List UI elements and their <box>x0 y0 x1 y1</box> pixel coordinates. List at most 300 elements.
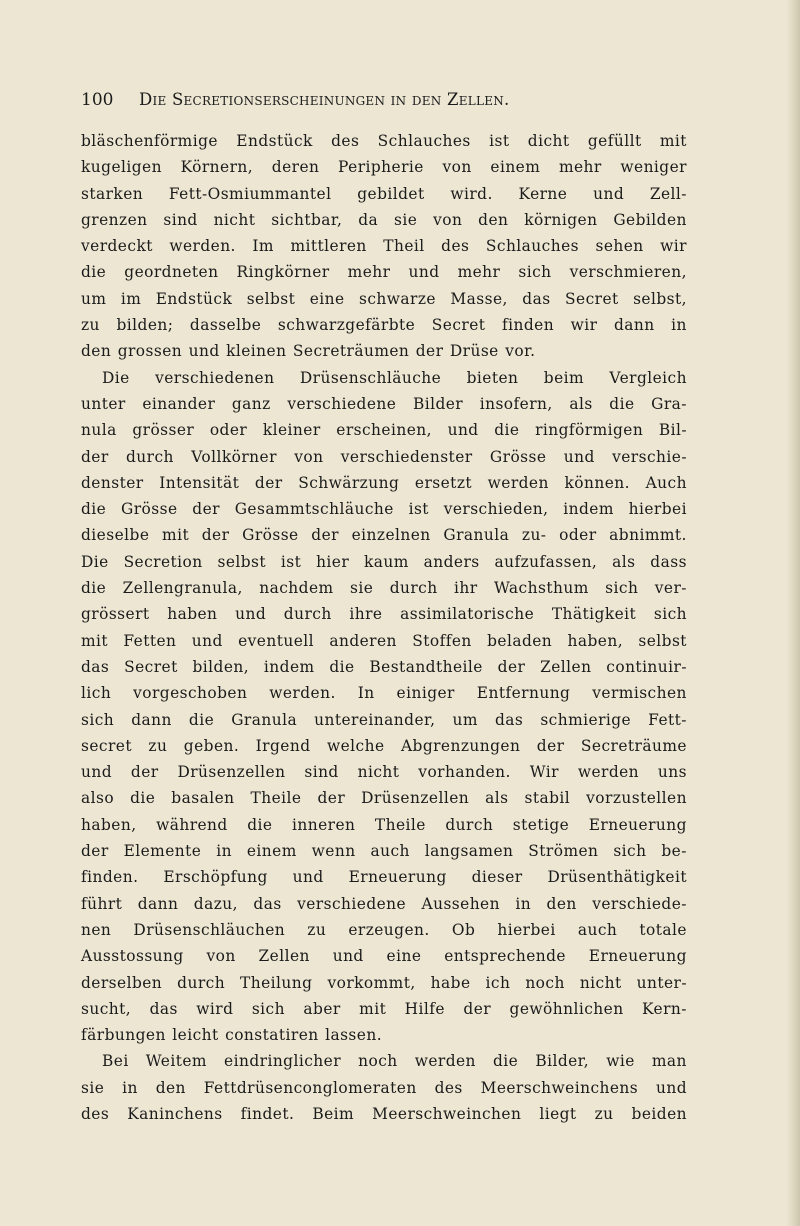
word: und <box>447 421 479 440</box>
word: von <box>442 158 472 177</box>
word: Gesammtschläuche <box>234 500 394 519</box>
word: welche <box>326 736 385 755</box>
word: Kern- <box>642 999 687 1018</box>
word: verschiedene <box>297 894 407 913</box>
word: und <box>81 763 113 782</box>
word: werden <box>577 763 640 782</box>
word: Endstück <box>155 289 233 308</box>
word: Auch <box>645 473 687 492</box>
word: uns <box>657 763 687 782</box>
word: das <box>149 999 178 1018</box>
text-line <box>81 733 687 759</box>
text-line <box>81 181 687 207</box>
word: schmierige <box>540 710 632 729</box>
word: Endstück <box>236 132 313 150</box>
word: Drüse <box>449 342 499 361</box>
word: verschieden, <box>443 500 549 519</box>
word: kugeligen <box>81 158 162 177</box>
word: die <box>247 815 273 834</box>
word: grossen <box>117 342 183 361</box>
word: mehr <box>558 158 602 177</box>
word: sie <box>393 210 418 229</box>
text-line <box>81 680 687 706</box>
word: Ringkörner <box>236 263 330 282</box>
word: der <box>201 526 230 545</box>
word: sich <box>81 710 115 729</box>
word: der <box>311 526 339 545</box>
word: Bei <box>102 1052 129 1071</box>
word: durch <box>445 815 494 834</box>
word: basalen <box>171 789 235 808</box>
word: Ob <box>451 920 476 939</box>
text-line <box>81 365 687 391</box>
text-line <box>81 233 687 259</box>
word: nicht <box>357 763 400 782</box>
word: mit <box>359 999 387 1018</box>
word: Zellen <box>540 657 592 676</box>
text-line <box>81 812 687 838</box>
text-line <box>81 1048 687 1074</box>
word: Die <box>102 368 130 387</box>
text-line <box>81 312 687 338</box>
text-line <box>81 207 687 233</box>
word: sich <box>251 999 285 1018</box>
word: mittleren <box>290 237 367 256</box>
word: oder <box>559 526 597 545</box>
text-line <box>81 838 687 864</box>
word: Weitem <box>145 1052 207 1071</box>
word: Bilder <box>412 394 464 413</box>
word: wie <box>606 1052 635 1071</box>
word: Granula <box>443 526 510 545</box>
word: nen <box>81 920 112 939</box>
text-line <box>81 996 687 1022</box>
word: verschiede- <box>592 894 687 913</box>
word: dass <box>650 552 687 571</box>
word: der <box>130 763 159 782</box>
word: vorkommt, <box>327 973 416 992</box>
word: selbst <box>217 552 267 571</box>
word: Fettdrüsenconglomeraten <box>203 1078 417 1097</box>
word: grössert <box>81 605 150 624</box>
word: mit <box>659 132 687 150</box>
word: werden <box>414 1052 476 1071</box>
book-page <box>81 86 687 1127</box>
word: oder <box>209 421 248 440</box>
page-edge-shadow <box>786 0 800 1226</box>
word: Theile <box>250 789 302 808</box>
word: grenzen <box>81 210 148 229</box>
word: bilden, <box>192 657 250 676</box>
word: indem <box>263 657 315 676</box>
word: aufzufassen, <box>494 552 598 571</box>
word: Erneuerung <box>348 868 447 887</box>
word: der <box>81 842 109 861</box>
word: Kaninchens <box>127 1104 223 1123</box>
word: zu <box>594 1104 614 1123</box>
text-line <box>81 549 687 575</box>
word: Bil- <box>658 421 687 440</box>
word: aber <box>303 999 341 1018</box>
word: findet. <box>240 1104 295 1123</box>
word: den <box>155 1078 186 1097</box>
word: werden. <box>269 684 336 703</box>
word: ganz <box>231 394 271 413</box>
word: den <box>478 210 509 229</box>
word: Vergleich <box>609 368 687 387</box>
word: Körnern, <box>180 158 254 177</box>
running-head <box>81 86 687 116</box>
word: sich <box>518 263 552 282</box>
word: be- <box>661 842 687 861</box>
word: man <box>651 1052 687 1071</box>
word: der <box>254 473 283 492</box>
word: Hilfe <box>404 999 445 1018</box>
word: wir <box>570 316 598 335</box>
word: anderen <box>329 631 397 650</box>
word: als <box>569 394 593 413</box>
word: um <box>452 710 478 729</box>
word: habe <box>430 973 471 992</box>
text-line <box>81 1101 687 1127</box>
word: durch <box>177 973 226 992</box>
word: stabil <box>524 789 571 808</box>
word: totale <box>639 920 687 939</box>
word: und <box>655 1078 687 1097</box>
word: verschiedenster <box>340 447 473 466</box>
word: des <box>331 132 360 150</box>
word: erzeugen. <box>348 920 430 939</box>
word: zu <box>81 316 100 335</box>
word: Strömen <box>528 842 599 861</box>
word: selbst <box>638 631 687 650</box>
word: sich <box>653 605 687 624</box>
word: die <box>494 421 520 440</box>
word: Drüsenzellen <box>177 763 286 782</box>
word: selbst <box>246 289 296 308</box>
word: Secret <box>124 657 178 676</box>
word: schwarze <box>359 289 436 308</box>
word: von <box>206 947 236 966</box>
word: wenn <box>311 842 356 861</box>
word: Intensität <box>159 473 240 492</box>
word: ich <box>485 973 511 992</box>
text-line <box>81 917 687 943</box>
word: durch <box>389 579 438 598</box>
word: Elemente <box>123 842 202 861</box>
word: beladen <box>487 631 553 650</box>
word: werden. <box>169 237 236 256</box>
word: der <box>497 657 526 676</box>
word: der <box>192 500 220 519</box>
word: verdeckt <box>81 237 153 256</box>
word: und <box>191 631 223 650</box>
word: vorgeschoben <box>133 684 248 703</box>
word: liegt <box>539 1104 577 1123</box>
word: Peripherie <box>338 158 424 177</box>
word: da <box>358 210 379 229</box>
page-number: 100 <box>81 90 114 110</box>
text-line <box>81 864 687 890</box>
text-line <box>81 417 687 443</box>
word: weniger <box>620 158 687 177</box>
word: derselben <box>81 973 163 992</box>
word: die <box>493 1052 519 1071</box>
word: das <box>81 657 110 676</box>
word: und <box>188 342 220 361</box>
word: dann <box>131 710 172 729</box>
text-line <box>81 785 687 811</box>
word: den <box>546 894 577 913</box>
word: verschiedene <box>287 394 397 413</box>
word: der <box>463 999 492 1018</box>
word: dann <box>137 894 179 913</box>
word: bieten <box>466 368 519 387</box>
word: bilden; <box>116 316 174 335</box>
word: wir <box>660 237 687 256</box>
word: Ausstossung <box>81 947 184 966</box>
word: verschmieren, <box>569 263 687 282</box>
word: durch <box>126 447 174 466</box>
word: wird. <box>450 184 493 203</box>
word: ihre <box>349 605 383 624</box>
text-line <box>81 338 687 364</box>
word: auch <box>577 920 618 939</box>
word: dazu, <box>193 894 238 913</box>
word: im <box>120 289 142 308</box>
text-line <box>81 391 687 417</box>
word: Stoffen <box>412 631 472 650</box>
word: beiden <box>631 1104 687 1123</box>
word: Entfernung <box>476 684 571 703</box>
text-line <box>81 470 687 496</box>
word: Zellengranula, <box>122 579 243 598</box>
word: als <box>485 789 509 808</box>
word: in <box>515 894 532 913</box>
word: Zell- <box>649 184 687 203</box>
word: hierbei <box>628 500 687 519</box>
word: Masse, <box>450 289 508 308</box>
word: Wir <box>529 763 559 782</box>
word: wird <box>196 999 234 1018</box>
word: hier <box>316 552 350 571</box>
word: Erneuerung <box>588 815 687 834</box>
word: unter <box>81 394 126 413</box>
word: geben. <box>183 736 240 755</box>
word: sehen <box>595 237 644 256</box>
text-line <box>81 1075 687 1101</box>
word: constatiren <box>225 1026 319 1045</box>
word: secret <box>81 736 132 755</box>
word: Gebilden <box>613 210 687 229</box>
text-line <box>81 943 687 969</box>
word: in <box>216 842 232 861</box>
word: sichtbar, <box>271 210 343 229</box>
text-line <box>81 601 687 627</box>
text-line <box>81 286 687 312</box>
word: des <box>81 1104 110 1123</box>
word: haben <box>167 605 218 624</box>
word: zu- <box>521 526 547 545</box>
word: können. <box>564 473 630 492</box>
word: in <box>122 1078 138 1097</box>
text-line <box>81 154 687 180</box>
word: und <box>408 263 440 282</box>
word: eine <box>309 289 345 308</box>
word: ver- <box>654 579 687 598</box>
word: sucht, <box>81 999 132 1018</box>
word: und <box>593 184 625 203</box>
word: vor. <box>505 342 536 361</box>
word: geordneten <box>124 263 219 282</box>
word: finden <box>501 316 555 335</box>
word: durch <box>283 605 332 624</box>
word: Theilung <box>240 973 313 992</box>
word: die <box>130 789 156 808</box>
word: erscheinen, <box>336 421 432 440</box>
word: Bilder, <box>535 1052 590 1071</box>
word: den <box>81 342 112 361</box>
word: inneren <box>292 815 356 834</box>
word: während <box>156 815 228 834</box>
word: mehr <box>457 263 501 282</box>
word: Vollkörner <box>191 447 277 466</box>
word: langsamen <box>424 842 514 861</box>
text-line <box>81 970 687 996</box>
word: von <box>294 447 324 466</box>
word: einem <box>490 158 541 177</box>
word: vorhanden. <box>418 763 511 782</box>
word: Granula <box>231 710 298 729</box>
word: körnigen <box>524 210 598 229</box>
word: von <box>433 210 463 229</box>
word: nicht <box>579 973 622 992</box>
word: ringförmigen <box>535 421 644 440</box>
word: haben, <box>81 815 137 834</box>
word: einander <box>142 394 216 413</box>
body-text <box>81 128 687 1127</box>
word: eine <box>386 947 422 966</box>
word: in <box>671 316 687 335</box>
word: zu <box>307 920 327 939</box>
word: Grösse <box>120 500 178 519</box>
word: stetige <box>512 815 570 834</box>
word: einiger <box>396 684 455 703</box>
word: dicht <box>527 132 570 150</box>
chapter-title: Die Secretionserscheinungen in den Zellen. <box>139 90 510 109</box>
word: Bestandtheile <box>369 657 483 676</box>
word: kleinen <box>226 342 287 361</box>
text-line <box>81 628 687 654</box>
word: dasselbe <box>189 316 262 335</box>
word: einem <box>246 842 297 861</box>
word: insofern, <box>479 394 553 413</box>
word: indem <box>563 500 614 519</box>
text-line <box>81 759 687 785</box>
word: Aussehen <box>421 894 500 913</box>
word: mit <box>81 631 109 650</box>
text-line <box>81 259 687 285</box>
word: und <box>563 447 595 466</box>
word: Wachsthum <box>494 579 589 598</box>
word: ist <box>280 552 302 571</box>
word: mit <box>162 526 190 545</box>
word: sich <box>613 842 647 861</box>
word: lich <box>81 684 112 703</box>
word: nachdem <box>259 579 334 598</box>
word: um <box>81 289 107 308</box>
text-line <box>81 496 687 522</box>
word: dieser <box>471 868 523 887</box>
word: sich <box>605 579 639 598</box>
word: Zellen <box>258 947 310 966</box>
word: Schlauches <box>485 237 579 256</box>
word: abnimmt. <box>609 526 687 545</box>
word: Secret <box>431 316 486 335</box>
word: assimilatorische <box>400 605 535 624</box>
word: beim <box>543 368 585 387</box>
word: haben, <box>567 631 624 650</box>
word: verschie- <box>612 447 687 466</box>
text-line <box>81 654 687 680</box>
word: Kerne <box>518 184 568 203</box>
word: färbungen <box>81 1026 166 1045</box>
text-line <box>81 1022 687 1048</box>
word: ersetzt <box>414 473 473 492</box>
word: Grösse <box>489 447 547 466</box>
word: einzelnen <box>351 526 431 545</box>
word: Secret <box>565 289 619 308</box>
word: Thätigkeit <box>551 605 637 624</box>
word: verschiedenen <box>155 368 275 387</box>
word: kleiner <box>262 421 321 440</box>
word: Abgrenzungen <box>400 736 521 755</box>
word: grösser <box>132 421 195 440</box>
word: und <box>235 605 267 624</box>
word: zu <box>148 736 168 755</box>
word: der <box>317 789 346 808</box>
word: und <box>292 868 324 887</box>
word: Drüsenthätigkeit <box>547 868 687 887</box>
word: eventuell <box>238 631 315 650</box>
word: noch <box>358 1052 398 1071</box>
word: auch <box>370 842 410 861</box>
word: die <box>329 657 355 676</box>
word: Theile <box>374 815 426 834</box>
word: Erneuerung <box>588 947 687 966</box>
word: Secretion <box>123 552 203 571</box>
word: Schwärzung <box>298 473 400 492</box>
word: nicht <box>213 210 256 229</box>
word: führt <box>81 894 123 913</box>
text-line <box>81 707 687 733</box>
word: Irgend <box>255 736 311 755</box>
word: sie <box>81 1078 105 1097</box>
word: Fetten <box>123 631 177 650</box>
word: ihr <box>454 579 478 598</box>
word: Drüsenschläuche <box>299 368 442 387</box>
word: des <box>434 1078 463 1097</box>
word: mehr <box>347 263 391 282</box>
word: selbst, <box>633 289 687 308</box>
text-line <box>81 575 687 601</box>
word: die <box>609 394 635 413</box>
word: Erschöpfung <box>163 868 268 887</box>
word: der <box>536 736 565 755</box>
word: der <box>81 447 109 466</box>
word: die <box>188 710 215 729</box>
word: Drüsenschläuchen <box>133 920 286 939</box>
